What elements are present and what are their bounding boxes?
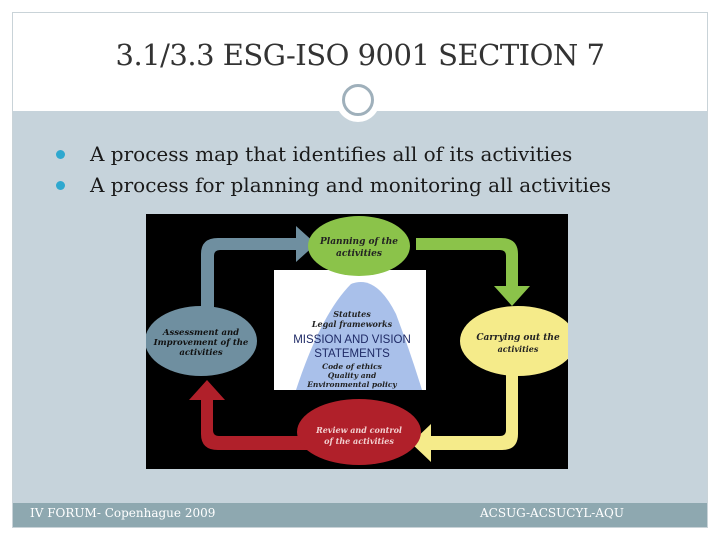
node-planning-line2: activities	[336, 249, 382, 259]
center-environmental-policy: Environmental policy	[307, 380, 397, 389]
bullet-text: A process for planning and monitoring all activities	[90, 173, 611, 197]
divider-ring-icon	[336, 78, 380, 122]
process-map-svg	[146, 214, 568, 469]
node-carrying-out-line2: activities	[497, 344, 539, 354]
arrow-bottom-left	[189, 380, 311, 450]
footer-right-text: ACSUG-ACSUCYL-AQU	[480, 506, 624, 520]
footer-left-text: IV FORUM- Copenhague 2009	[30, 506, 216, 520]
arrow-top-right	[416, 238, 530, 306]
bullet-dot-icon	[56, 150, 65, 159]
node-planning-line1: Planning of the	[320, 237, 398, 247]
node-review-line2: of the activities	[324, 436, 394, 446]
center-statements: STATEMENTS	[314, 348, 390, 360]
center-quality-and: Quality and	[327, 371, 377, 380]
arrow-bottom-right	[411, 374, 518, 462]
divider-ring-inner	[342, 84, 374, 116]
center-legal-frameworks: Legal frameworks	[311, 319, 393, 329]
node-carrying-out-line1: Carrying out the	[476, 333, 560, 343]
bullet-list	[56, 139, 611, 201]
center-statutes: Statutes	[333, 309, 371, 319]
bullet-text: A process map that identifies all of its activities	[90, 142, 573, 166]
node-assessment-line2: Improvement of the	[153, 338, 249, 348]
center-mission-vision: MISSION AND VISION	[293, 334, 411, 346]
bullet-item	[56, 139, 611, 170]
bullet-item	[56, 170, 611, 201]
node-review-line1: Review and control	[316, 425, 402, 435]
node-assessment-line3: activities	[179, 348, 223, 358]
center-code-of-ethics: Code of ethics	[322, 362, 382, 371]
process-map-diagram	[146, 214, 568, 469]
bullet-dot-icon	[56, 181, 65, 190]
slide-title: 3.1/3.3 ESG-ISO 9001 SECTION 7	[115, 38, 605, 72]
node-assessment-line1: Assessment and	[162, 328, 240, 338]
